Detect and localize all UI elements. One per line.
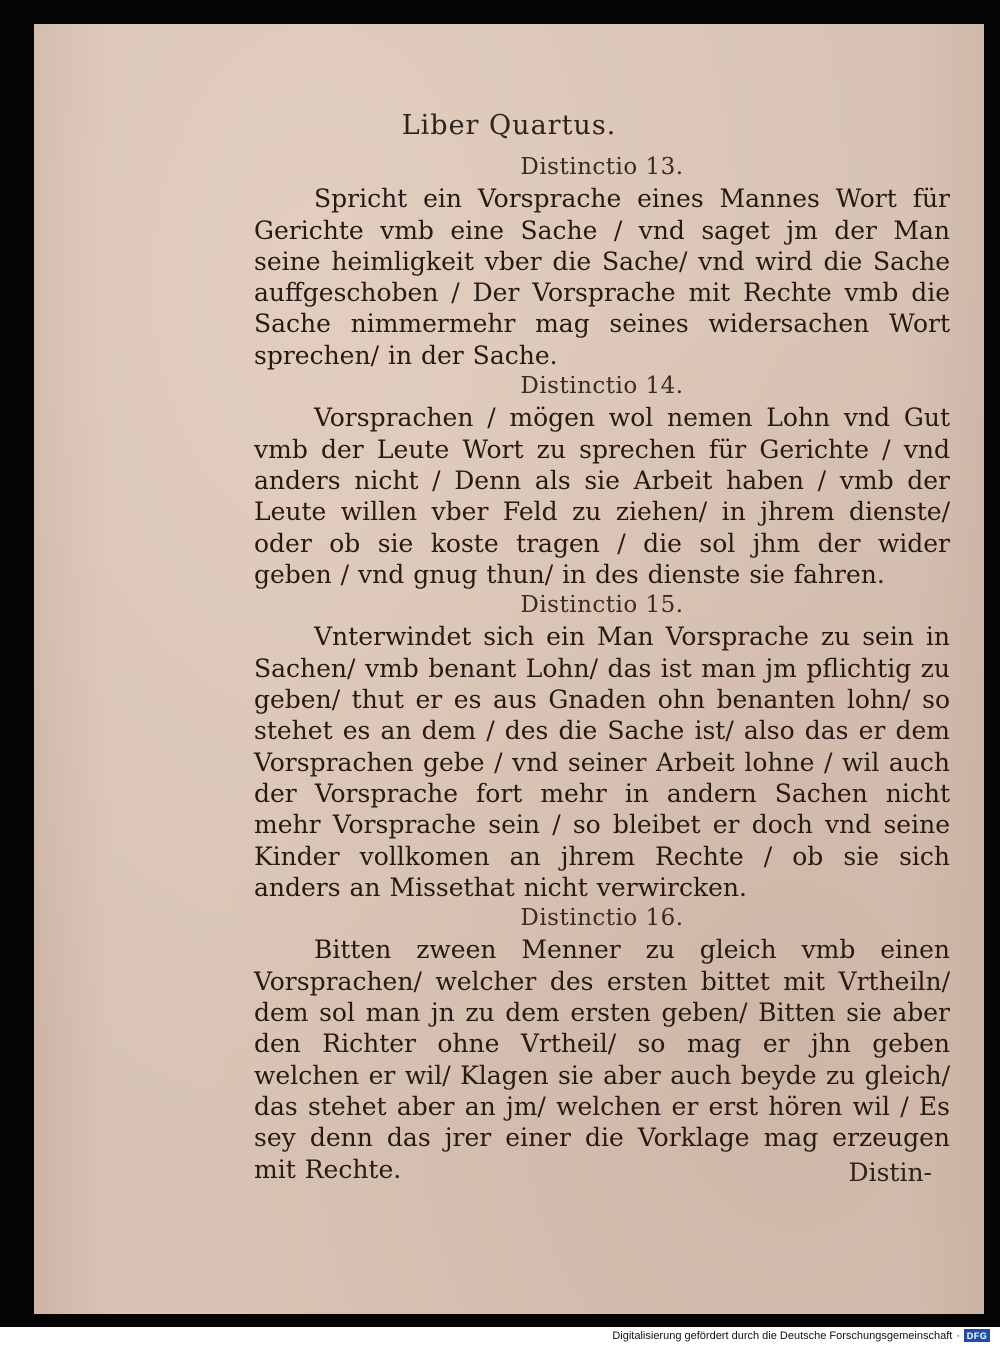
- section-heading: Distinctio 14.: [520, 373, 684, 400]
- section-paragraph: Vnterwindet sich ein Man Vorsprache zu sein in Sachen/ vmb benant Lohn/ das ist man jm pflichtig zu geben/ thut er es aus Gnaden ohn benanten lohn/ so stehet es an dem / des die Sache ist/ also das er dem Vorsprachen gebe / vnd seiner Arbeit lohne / wil auch der Vorsprache fort mehr in andern Sachen nicht mehr Vorsprache sein / so bleibet er doch vnd seine Kinder vollkomen an jhrem Rechte / ob sie sich anders an Missethat nicht verwircken.: [254, 622, 950, 902]
- section-heading: Distinctio 15.: [520, 592, 684, 619]
- book-page: [34, 24, 984, 1314]
- section-heading: Distinctio 16.: [520, 905, 684, 932]
- section-heading: Distinctio 13.: [520, 154, 684, 180]
- section-paragraph: Vorsprachen / mögen wol nemen Lohn vnd Gut vmb der Leute Wort zu sprechen für Gerichte / vnd anders nicht / Denn als sie Arbeit haben / vmb der Leute willen vber Feld zu ziehen/ in jhrem dienste/ oder ob sie koste tragen / die sol jhm der wider geben / vnd gnug thun/ in des dienste sie fahren.: [254, 403, 950, 589]
- text-block: [254, 152, 950, 1185]
- dfg-logo-icon: DFG: [964, 1329, 990, 1342]
- footer-credit: Digitalisierung gefördert durch die Deutsche Forschungsgemeinschaft: [612, 1329, 953, 1342]
- footer-separator: ·: [956, 1329, 960, 1342]
- running-head: Liber Quartus.: [401, 110, 617, 141]
- digitization-footer: [612, 1329, 990, 1342]
- section-paragraph: Spricht ein Vorsprache eines Mannes Wort für Gerichte vmb eine Sache / vnd saget jm der Man seine heimligkeit vber die Sache/ vnd wird die Sache auffgeschoben / Der Vorsprache mit Rechte vmb die Sache nimmermehr mag seines widersachen Wort sprechen/ in der Sache.: [254, 184, 950, 370]
- catchword: Distin-: [848, 1158, 932, 1187]
- section-paragraph: Bitten zween Menner zu gleich vmb einen Vorsprachen/ welcher des ersten bittet mit Vrtheiln/ dem sol man jn zu dem ersten geben/ Bitten sie aber den Richter ohne Vrtheil/ so mag er jhn geben welchen er wil/ Klagen sie aber auch beyde zu gleich/ das stehet aber an jm/ welchen er erst hören wil / Es sey denn das jrer einer die Vorklage mag erzeugen mit Rechte.: [254, 935, 950, 1184]
